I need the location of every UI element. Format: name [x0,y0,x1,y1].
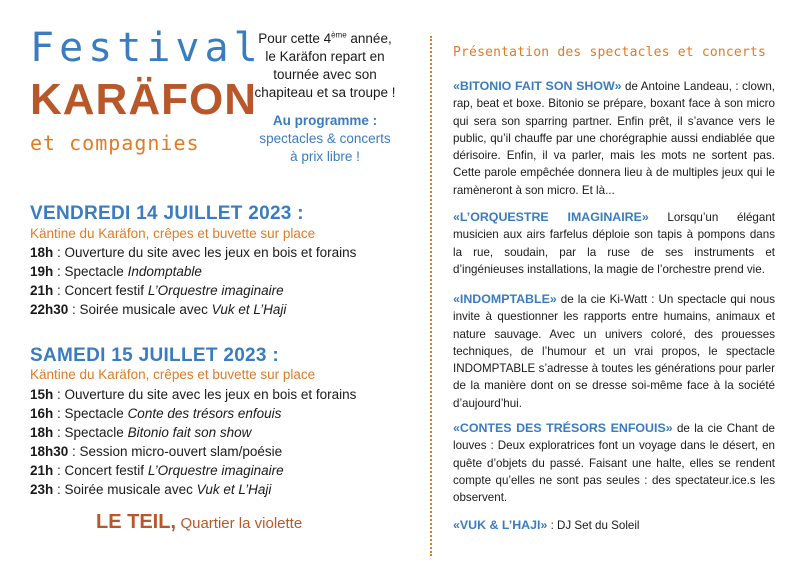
show-description: : DJ Set du Soleil [547,519,640,532]
schedule-item: 16h : Spectacle Conte des trésors enfouis [30,406,282,421]
intro-line3: tournée avec son [273,67,377,82]
show-contes [453,420,775,506]
show-description: de la cie Chant de louves : Deux exploratrices font un voyage dans le désert, en quête d’objets du passé. Faisant une halte, elles se rendent compte qu’elles ne sont pas seules : des spectateur.ice.s les observent. [453,422,775,505]
column-divider [430,36,432,556]
intro-line1: Pour cette 4 [258,31,332,46]
compagnies-subtitle: et compagnies [30,131,200,155]
show-description: de la cie Ki-Watt : Un spectacle qui nous invite à questionner les rapports entre humains, animaux et nature sauvage. Avec un univers coloré, des prouesses techniques, de l’humour et un vrai propos, le spectacle INDOMPTABLE s’adresse à toutes les générations pour parler de la manière dont on se dresse soi-même face à la société d’aujourd’hui. [453,293,775,410]
day-title-friday: VENDREDI 14 JUILLET 2023 : [30,203,304,224]
intro-line2: le Karäfon repart en [265,49,385,64]
show-name: «L’ORQUESTRE IMAGINAIRE» [453,210,649,224]
show-description: Lorsqu’un élégant musicien aux airs farfelus déploie son tapis à pompons dans la rue, soudain, par la ruse de ses instruments et d’ingénieuses installations, la magie de l’orchestre prend vie. [453,211,775,276]
show-vuk [453,517,775,534]
intro-text [236,30,414,102]
day-subtitle-saturday: Käntine du Karäfon, crêpes et buvette sur place [30,367,316,382]
day-title-saturday: SAMEDI 15 JUILLET 2023 : [30,345,279,366]
schedule-item: 21h : Concert festif L’Orquestre imaginaire [30,463,284,478]
show-name: «CONTES DES TRÉSORS ENFOUIS» [453,421,673,435]
show-name: «INDOMPTABLE» [453,292,557,306]
intro-line4: chapiteau et sa troupe ! [254,85,396,100]
program-line2: à prix libre ! [290,149,360,164]
schedule-item: 15h : Ouverture du site avec les jeux en bois et forains [30,387,357,402]
schedule-item: 18h30 : Session micro-ouvert slam/poésie [30,444,283,459]
presentation-title: Présentation des spectacles et concerts [453,45,767,60]
schedule-saturday [30,385,356,499]
show-name: «VUK & L’HAJI» [453,518,548,532]
show-description: de Antoine Landeau, : clown, rap, beat et boxe. Bitonio se prépare, boxant face à son micro qui sera son sparring partner. Enfin prêt, il s’avance vers le public, qu’il chauffe par une chorégraphie aussi endiablée que dérisoire. Enfin, il va parler, mais les mots ne sortent pas. Cette parole empêchée donnera lieu à de multiples jeux qui le ramèneront à son micro. Et là... [453,80,775,197]
schedule-item: 18h : Spectacle Bitonio fait son show [30,425,252,440]
location [96,511,302,534]
program-line1: spectacles & concerts [259,131,391,146]
schedule-item: 22h30 : Soirée musicale avec Vuk et L’Haji [30,302,287,317]
schedule-item: 23h : Soirée musicale avec Vuk et L’Haji [30,482,272,497]
show-bitonio [453,78,775,199]
schedule-item: 19h : Spectacle Indomptable [30,264,202,279]
location-quarter: Quartier la violette [180,515,303,532]
karafon-title: KARÄFON [30,75,257,124]
show-name: «BITONIO FAIT SON SHOW» [453,79,622,93]
day-subtitle-friday: Käntine du Karäfon, crêpes et buvette sur place [30,226,316,241]
location-town: LE TEIL, [96,511,176,533]
intro-line1-end: année, [346,31,392,46]
intro-sup: ème [331,30,347,40]
schedule-item: 21h : Concert festif L’Orquestre imaginaire [30,283,284,298]
schedule-item: 18h : Ouverture du site avec les jeux en bois et forains [30,245,357,260]
show-indomptable [453,291,775,412]
program-text [236,130,414,166]
program-label: Au programme : [272,113,378,128]
schedule-friday [30,243,356,319]
festival-title: Festival [30,25,263,71]
show-orquestre [453,209,775,278]
